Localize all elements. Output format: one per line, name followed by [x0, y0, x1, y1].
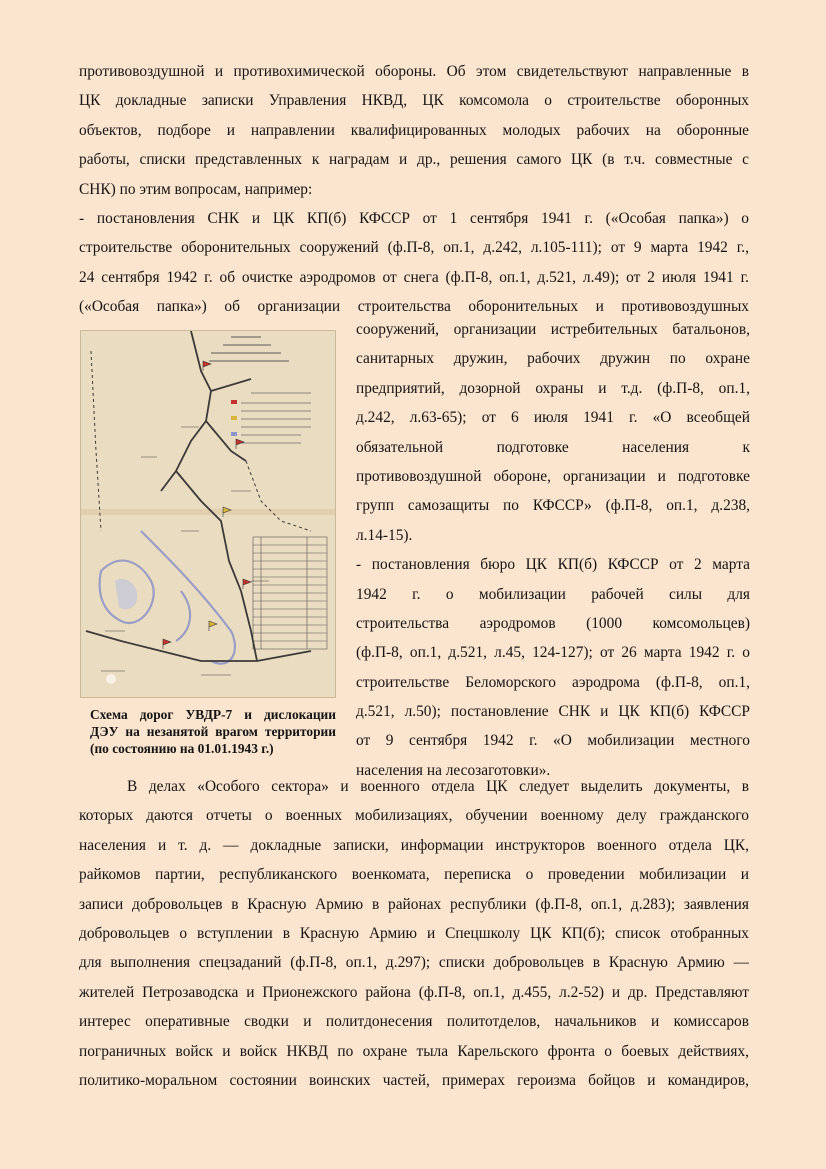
map-caption [90, 706, 336, 757]
text-line: записи добровольцев в Красную Армию в районах республики (ф.П-8, оп.1, д.283); заявления [79, 895, 749, 913]
text-line: строительстве Беломорского аэродрома (ф.П-8, оп.1, [356, 673, 750, 691]
text-line: санитарных дружин, рабочих дружин по охране [356, 350, 750, 368]
text-line: 1942 г. о мобилизации рабочей силы для [356, 585, 750, 603]
text-line: добровольцев о вступлении в Красную Армию и Спецшколу ЦК КП(б); список отобранных [79, 924, 749, 942]
text-line: В делах «Особого сектора» и военного отдела ЦК следует выделить документы, в [127, 778, 749, 795]
text-line: объектов, подборе и направлении квалифицированных молодых рабочих на оборонные [79, 121, 749, 139]
text-line: 24 сентября 1942 г. об очистке аэродромов от снега (ф.П-8, оп.1, д.521, л.49); от 2 июля 1941 г. [79, 268, 749, 286]
text-line: («Особая папка») об организации строительства оборонительных и противовоздушных [79, 298, 749, 316]
text-line: строительстве оборонительных сооружений (ф.П-8, оп.1, д.242, л.105-111); от 9 марта 1942 г., [79, 239, 749, 257]
text-line: обязательной подготовке населения к [356, 438, 750, 456]
caption-line: ДЭУ на незанятой врагом территории [90, 724, 336, 739]
text-line: для выполнения спецзаданий (ф.П-8, оп.1, д.297); списки добровольцев в Красную Армию — [79, 954, 749, 972]
bottom-paragraph [79, 772, 749, 1095]
right-column-text [356, 315, 750, 785]
text-line: л.14-15). [356, 526, 413, 544]
text-line: д.242, л.63-65); от 6 июля 1941 г. «О всеобщей [356, 409, 750, 427]
text-line: пограничных войск и войск НКВД по охране тыла Карельского фронта о боевых действиях, [79, 1042, 749, 1060]
text-line: строительства аэродромов (1000 комсомольцев) [356, 614, 750, 632]
text-line: предприятий, дозорной охраны и т.д. (ф.П-8, оп.1, [356, 379, 750, 397]
text-line: сооружений, организации истребительных батальонов, [356, 321, 750, 338]
text-line: противовоздушной и противохимической обороны. Об этом свидетельствуют направленные в [79, 63, 749, 80]
text-line: д.521, л.50); постановление СНК и ЦК КП(б) КФССР [356, 703, 750, 721]
caption-line: (по состоянию на 01.01.1943 г.) [90, 741, 274, 756]
text-line: (ф.П-8, оп.1, д.521, л.45, 124-127); от 26 марта 1942 г. о [356, 644, 750, 662]
map-drawing [81, 331, 335, 697]
text-line: интерес оперативные сводки и политдонесения политотделов, начальников и комиссаров [79, 1013, 749, 1031]
top-paragraph [79, 57, 749, 322]
text-line: жителей Петрозаводска и Прионежского района (ф.П-8, оп.1, д.455, л.2-52) и др. Представляют [79, 983, 749, 1001]
caption-line: Схема дорог УВДР-7 и дислокации [90, 707, 336, 722]
text-line: райкомов партии, республиканского военкомата, переписка о проведении мобилизации и [79, 866, 749, 884]
text-line: - постановления бюро ЦК КП(б) КФССР от 2 марта [356, 556, 750, 574]
text-line: которых даются отчеты о военных мобилизациях, обучении военному делу гражданского [79, 807, 749, 825]
text-line: политико-моральном состоянии воинских частей, примерах героизма бойцов и командиров, [79, 1071, 749, 1089]
text-line: населения и т. д. — докладные записки, информации инструкторов военного отдела ЦК, [79, 836, 749, 854]
text-line: от 9 сентября 1942 г. «О мобилизации местного [356, 732, 750, 750]
text-line: населения на лесозаготовки». [356, 761, 551, 779]
text-line: - постановления СНК и ЦК КП(б) КФССР от 1 сентября 1941 г. («Особая папка») о [79, 209, 749, 227]
text-line: работы, списки представленных к наградам и др., решения самого ЦК (в т.ч. совместные с [79, 151, 749, 169]
text-line: СНК) по этим вопросам, например: [79, 180, 313, 198]
text-line: ЦК докладные записки Управления НКВД, ЦК комсомола о строительстве оборонных [79, 92, 749, 110]
text-line: противовоздушной обороне, организации и подготовке [356, 467, 750, 485]
road-scheme-map-image [80, 330, 336, 698]
text-line: групп самозащиты по КФССР» (ф.П-8, оп.1, д.238, [356, 497, 750, 515]
